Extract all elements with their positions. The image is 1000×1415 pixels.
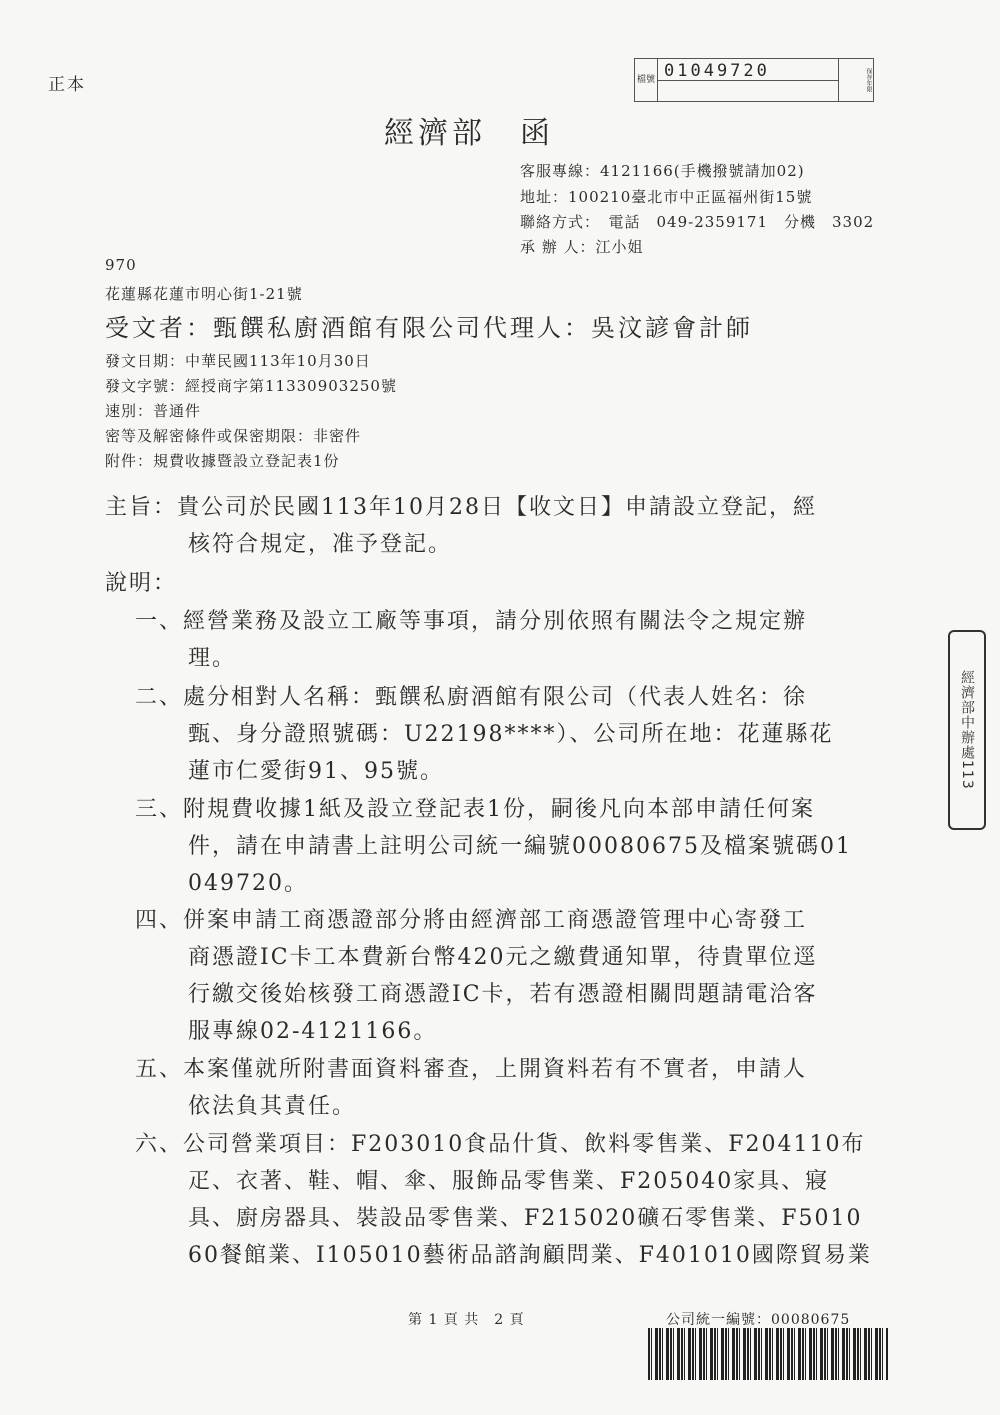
item-line: 049720。 [188, 871, 308, 896]
item-line: 三、附規費收據1紙及設立登記表1份，嗣後凡向本部申請任何案 [135, 797, 815, 822]
recipient-postal: 970 [105, 256, 137, 274]
company-id: 公司統一編號：00080675 [666, 1312, 851, 1328]
item-line: 蓮市仁愛街91、95號。 [188, 759, 444, 784]
recipient: 受文者：甄饌私廚酒館有限公司代理人：吳汶諺會計師 [105, 314, 753, 342]
item-line: 理。 [188, 646, 237, 671]
item-line: 五、本案僅就所附書面資料審查，上開資料若有不實者，申請人 [135, 1057, 808, 1082]
item-line: 四、併案申請工商憑證部分將由經濟部工商憑證管理中心寄發工 [135, 908, 808, 933]
retention-label: 保存年限 [865, 68, 872, 92]
file-label: 檔號 [635, 59, 658, 101]
item-line: 甄、身分證照號碼：U22198****）、公司所在地：花蓮縣花 [188, 722, 834, 747]
file-number-box [634, 58, 874, 102]
page-indicator: 第 1 頁 共 2 頁 [408, 1312, 525, 1328]
recipient-address: 花蓮縣花蓮市明心街1-21號 [105, 285, 303, 303]
item-line: 六、公司營業項目：F203010食品什貨、飲料零售業、F204110布 [135, 1132, 866, 1157]
explain-label: 說明： [105, 571, 178, 596]
file-number-cell [658, 59, 839, 101]
subject-line-2: 核符合規定，准予登記。 [188, 532, 453, 557]
item-line: 件，請在申請書上註明公司統一編號00080675及檔案號碼01 [188, 834, 852, 859]
item-line: 疋、衣著、鞋、帽、傘、服飾品零售業、F205040家具、寢 [188, 1169, 830, 1194]
item-line: 具、廚房器具、裝設品零售業、F215020礦石零售業、F5010 [188, 1206, 863, 1231]
item-line: 二、處分相對人名稱：甄饌私廚酒館有限公司（代表人姓名：徐 [135, 685, 808, 710]
speed: 速別：普通件 [105, 402, 202, 420]
item-line: 一、經營業務及設立工廠等事項，請分別依照有關法令之規定辦 [135, 609, 808, 634]
issue-date: 發文日期：中華民國113年10月30日 [105, 352, 371, 370]
copy-mark: 正本 [48, 75, 86, 95]
file-number: 01049720 [664, 61, 770, 81]
side-stamp: 經濟部中辦處113 [948, 630, 986, 830]
item-line: 商憑證IC卡工本費新台幣420元之繳費通知單，待貴單位逕 [188, 945, 818, 970]
item-line: 依法負其責任。 [188, 1094, 357, 1119]
handler-line: 承 辦 人：江小姐 [520, 238, 644, 256]
secrecy: 密等及解密條件或保密期限：非密件 [105, 427, 362, 445]
subject-line-1: 主旨：貴公司於民國113年10月28日【收文日】申請設立登記，經 [105, 495, 817, 520]
barcode [648, 1328, 888, 1380]
service-line: 客服專線：4121166(手機撥號請加02) [520, 162, 805, 180]
attachment: 附件：規費收據暨設立登記表1份 [105, 452, 340, 470]
issue-number: 發文字號：經授商字第11330903250號 [105, 377, 397, 395]
item-line: 行繳交後始核發工商憑證IC卡，若有憑證相關問題請電洽客 [188, 982, 818, 1007]
contact-method: 聯絡方式： 電話 049-2359171 分機 3302 [520, 213, 875, 231]
item-line: 服專線02-4121166。 [188, 1019, 438, 1044]
address-line: 地址：100210臺北市中正區福州街15號 [520, 188, 813, 206]
item-line: 60餐館業、I105010藝術品諮詢顧問業、F401010國際貿易業 [188, 1243, 872, 1268]
document-title: 經濟部 函 [384, 116, 554, 151]
